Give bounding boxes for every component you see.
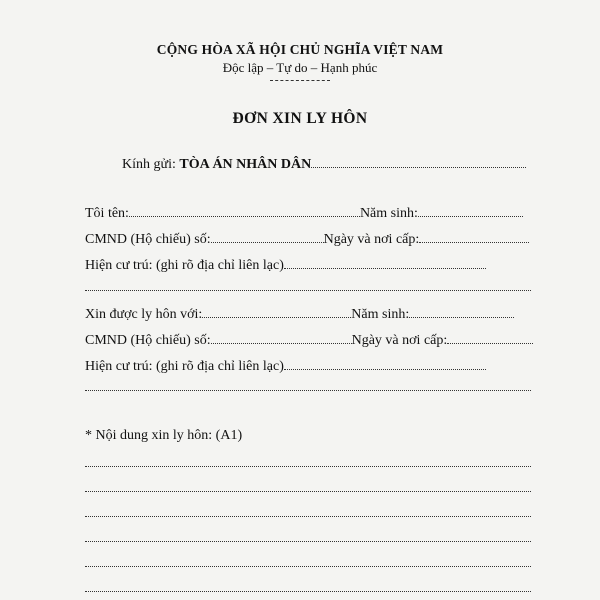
applicant-residence-line	[85, 256, 486, 275]
content-line[interactable]	[85, 466, 531, 467]
national-motto: Độc lập – Tự do – Hạnh phúc	[222, 60, 378, 75]
respondent-birth-year-field[interactable]	[409, 305, 514, 318]
respondent-issue-field[interactable]	[447, 331, 533, 344]
content-heading: * Nội dung xin ly hôn: (A1)	[85, 428, 243, 443]
applicant-residence-field[interactable]	[284, 256, 486, 269]
respondent-name-label: Xin được ly hôn với:	[85, 307, 203, 322]
respondent-id-line	[85, 331, 533, 350]
applicant-id-field[interactable]	[211, 230, 324, 243]
content-line[interactable]	[85, 591, 531, 592]
content-line[interactable]	[85, 541, 531, 542]
content-line[interactable]	[85, 516, 531, 517]
applicant-residence-label: Hiện cư trú: (ghi rõ địa chỉ liên lạc)	[85, 258, 284, 273]
applicant-name-line	[85, 204, 523, 223]
respondent-birth-year-label: Năm sinh:	[351, 307, 410, 322]
heading-divider	[270, 80, 330, 81]
applicant-name-field[interactable]	[129, 204, 360, 217]
national-heading: CỘNG HÒA XÃ HỘI CHỦ NGHĨA VIỆT NAM	[156, 42, 444, 57]
respondent-name-line	[85, 305, 514, 324]
form-title: ĐƠN XIN LY HÔN	[232, 110, 368, 127]
recipient-label: Kính gửi:	[122, 157, 176, 172]
respondent-residence-label: Hiện cư trú: (ghi rõ địa chỉ liên lạc)	[85, 359, 284, 374]
applicant-id-line	[85, 230, 529, 249]
applicant-birth-year-field[interactable]	[418, 204, 523, 217]
applicant-issue-label: Ngày và nơi cấp:	[323, 232, 420, 247]
recipient-fill-dots	[311, 155, 526, 168]
content-line[interactable]	[85, 566, 531, 567]
respondent-residence-extra-line[interactable]	[85, 390, 531, 391]
content-line[interactable]	[85, 491, 531, 492]
respondent-name-field[interactable]	[202, 305, 351, 318]
applicant-issue-field[interactable]	[419, 230, 529, 243]
respondent-id-field[interactable]	[211, 331, 352, 344]
respondent-id-label: CMND (Hộ chiếu) số:	[85, 333, 211, 348]
recipient-line	[122, 155, 526, 174]
applicant-name-label: Tôi tên:	[85, 206, 129, 221]
respondent-residence-line	[85, 357, 486, 376]
applicant-id-label: CMND (Hộ chiếu) số:	[85, 232, 211, 247]
respondent-residence-field[interactable]	[284, 357, 486, 370]
applicant-residence-extra-line[interactable]	[85, 290, 531, 291]
applicant-birth-year-label: Năm sinh:	[359, 206, 418, 221]
recipient-court: TÒA ÁN NHÂN DÂN	[179, 157, 312, 172]
respondent-issue-label: Ngày và nơi cấp:	[351, 333, 448, 348]
